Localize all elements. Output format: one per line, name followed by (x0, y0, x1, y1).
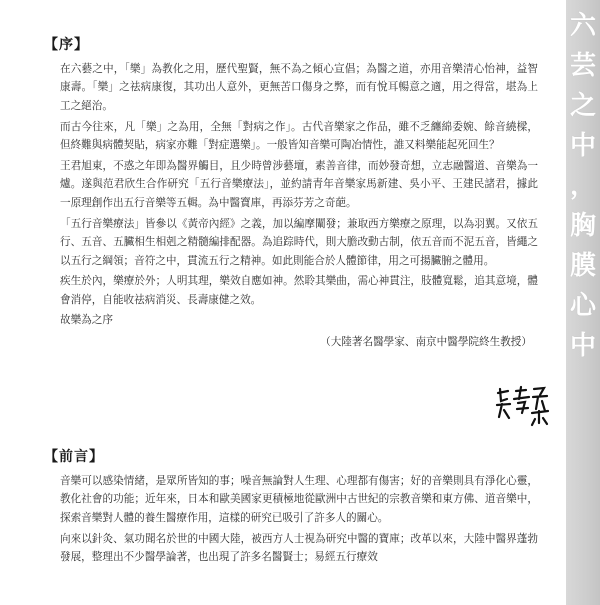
preface-paragraph: 「五行音樂療法」皆參以《黃帝內經》之義，加以編摩闡發；兼取西方樂療之原理，以為羽翼。又依五行、五音、五臟相生相剋之精髓編排配器。為追踪時代，則大膽改動古制，依五音而不泥五音，皆繩之以五行之綱領；音符之中，貫流五行之精神。如此則能合於人體節律，用之可揚臟腑之體用。 (60, 217, 538, 267)
preface-closing: 故樂為之序 (60, 314, 113, 327)
foreword-paragraph: 向來以針灸、氣功聞名於世的中國大陸，被西方人士視為研究中醫的寶庫；改革以來，大陸中醫界蓬勃發展，整理出不少醫學論著，也出現了許多名醫賢士；易經五行療效 (60, 532, 538, 564)
preface-paragraph: 而古今往來，凡「樂」之為用，全無「對病之作」。古代音樂家之作品，雖不乏纏綿委婉、餘音繞樑，但終難與病體契貼，病家亦難「對症選樂」。一般皆知音樂可陶冶情性，誰又料樂能起死回生？ (60, 120, 538, 152)
sidebar-char: ， (569, 171, 596, 201)
sidebar-char: 心 (569, 291, 596, 321)
preface-section (44, 34, 538, 362)
cover-spine-strip (566, 0, 600, 605)
preface-paragraph: 疾生於內，樂療於外；人明其理，樂效自應如神。然聆其樂曲，需心神貫注，肢體寬鬆，追其意境，體會消停，自能收祛病消災、長壽康健之效。 (60, 275, 538, 306)
sidebar-char: 之 (569, 91, 596, 121)
preface-paragraph: 王君旭東，不惑之年即為醫界觸目，且少時曾涉藝壇，素善音律，而妙發奇想，立志融醫道、音樂為一爐。遂與范君欣生合作研究「五行音樂療法」，並約請青年音樂家馬新建、吳小平、王建民諸君，據此一原理創作出五行音樂等五輯。為中醫寶庫，再添芬芳之奇葩。 (60, 160, 538, 209)
sidebar-char: 胸 (569, 211, 596, 241)
preface-paragraph: 在六藝之中，「樂」為教化之用，歷代聖賢，無不為之傾心宣倡；為醫之道，亦用音樂清心怡神，益智康壽。「樂」之祛病康復，其功出人意外，更無苦口傷身之弊，而有悅耳暢意之適，用之得當，堪為上工之絕治。 (60, 63, 538, 112)
foreword-section (44, 446, 538, 567)
handwritten-signature (492, 383, 552, 429)
sidebar-char: 中 (569, 131, 596, 161)
sidebar-char: 中 (569, 331, 596, 361)
sidebar-char: 六 (569, 11, 596, 41)
sidebar-char: 膜 (569, 251, 596, 281)
preface-title: 【序】 (44, 37, 89, 53)
sidebar-char: 芸 (569, 51, 596, 81)
foreword-paragraph: 音樂可以感染情緒，是眾所皆知的事；噪音無論對人生理、心理都有傷害；好的音樂則具有淨化心靈，教化社會的功能；近年來，日本和歐美國家更積極地從歐洲中古世紀的宗教音樂和東方佛、道音樂中，探索音樂對人體的養生醫療作用，這樣的研究已吸引了許多人的關心。 (60, 475, 538, 524)
author-attribution: （大陸著名醫學家、南京中醫學院終生教授） (320, 336, 532, 349)
foreword-title: 【前言】 (44, 449, 104, 465)
